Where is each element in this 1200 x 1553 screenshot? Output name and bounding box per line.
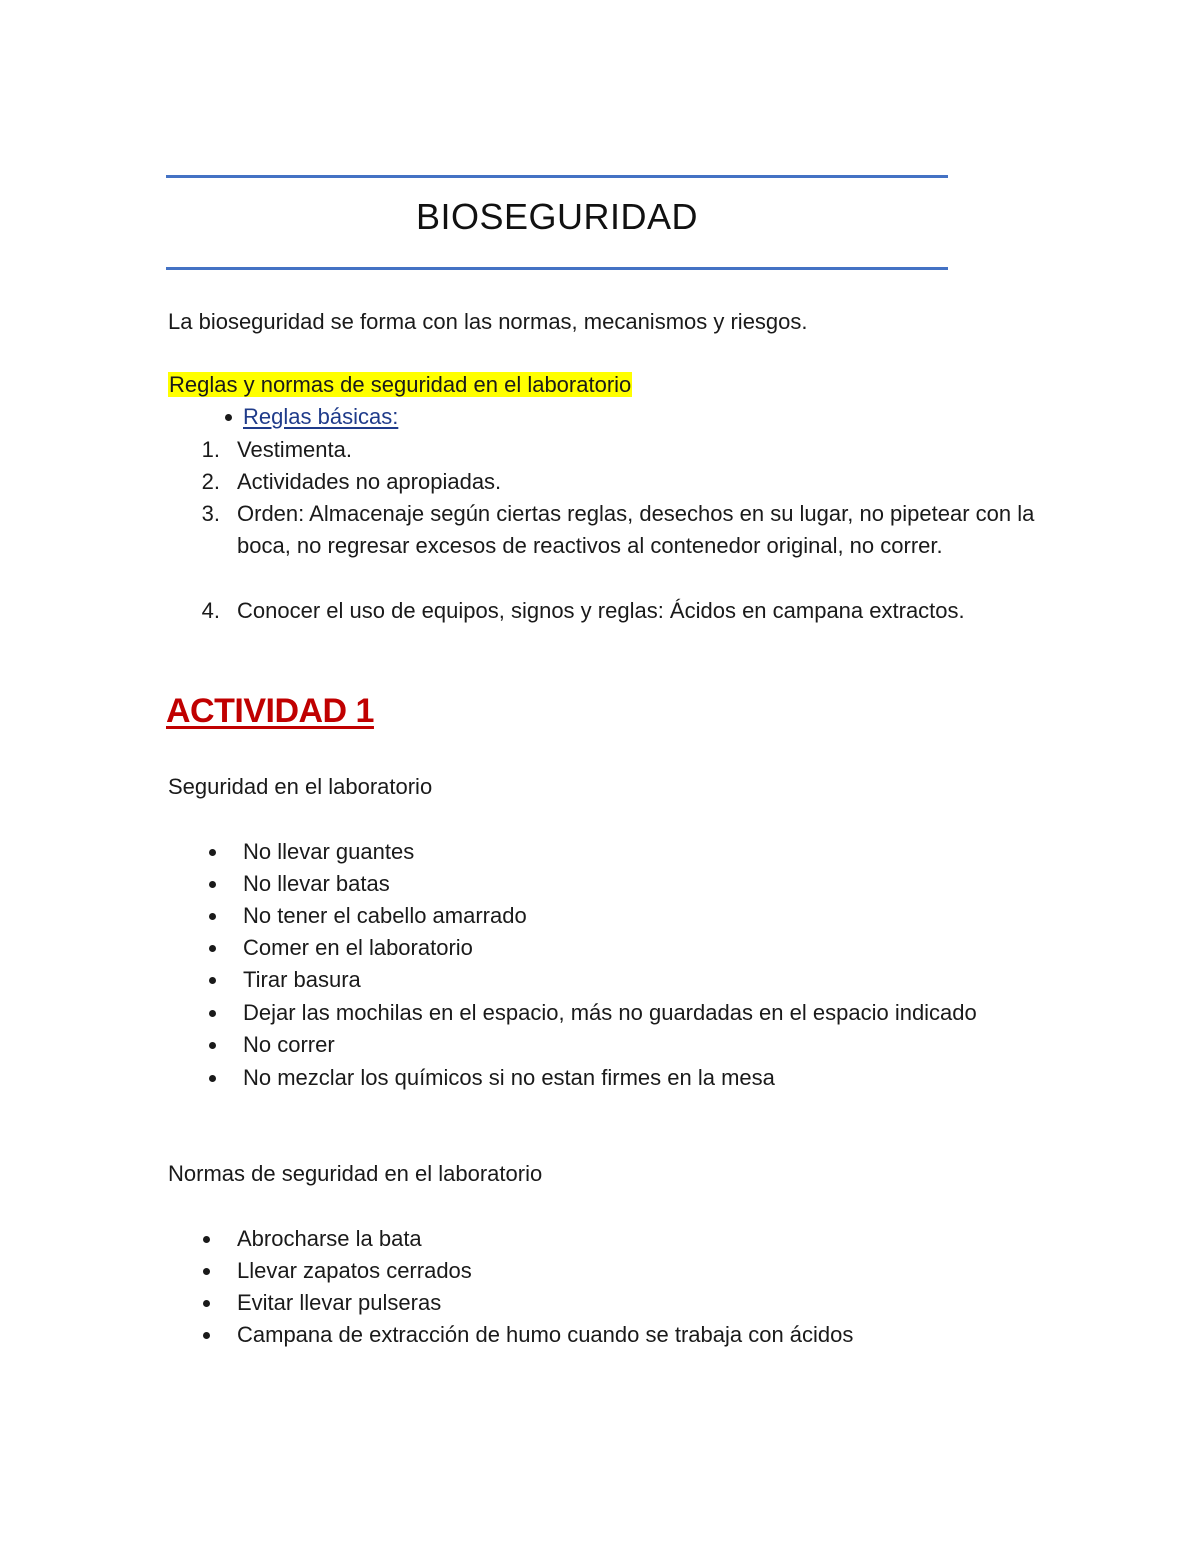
numbered-item: Actividades no apropiadas.	[237, 469, 502, 494]
bullet-icon	[209, 1042, 216, 1049]
highlighted-section-title: Reglas y normas de seguridad en el laboratorio	[169, 372, 632, 397]
bullet-icon	[209, 945, 216, 952]
safety-subtitle: Seguridad en el laboratorio	[168, 774, 433, 799]
numbered-item: Vestimenta.	[237, 437, 352, 462]
bullet-icon	[209, 1010, 216, 1017]
list-item: No mezclar los químicos si no estan firmes en la mesa	[243, 1065, 775, 1090]
list-item: No tener el cabello amarrado	[243, 903, 527, 928]
list-item: Abrocharse la bata	[237, 1226, 422, 1251]
list-number: 1.	[201, 437, 220, 462]
list-number: 3.	[201, 501, 220, 526]
bullet-icon	[203, 1236, 210, 1243]
basic-rules-link[interactable]: Reglas básicas:	[243, 404, 399, 429]
bullet-icon	[209, 849, 216, 856]
list-item: Evitar llevar pulseras	[237, 1290, 442, 1315]
list-item: Comer en el laboratorio	[243, 935, 473, 960]
bullet-icon	[203, 1332, 210, 1339]
bullet-icon	[225, 414, 232, 421]
list-item: Tirar basura	[243, 967, 361, 992]
title-bottom-rule	[166, 267, 948, 270]
title-top-rule	[166, 175, 948, 178]
numbered-item: Conocer el uso de equipos, signos y reglas: Ácidos en campana extractos.	[237, 598, 965, 623]
list-number: 2.	[201, 469, 220, 494]
list-item: No llevar guantes	[243, 839, 415, 864]
activity-heading: ACTIVIDAD 1	[166, 692, 374, 730]
list-item: No llevar batas	[243, 871, 390, 896]
intro-paragraph: La bioseguridad se forma con las normas, mecanismos y riesgos.	[168, 309, 808, 334]
bullet-icon	[203, 1268, 210, 1275]
list-item: Dejar las mochilas en el espacio, más no guardadas en el espacio indicado	[243, 1000, 977, 1025]
list-item: Llevar zapatos cerrados	[237, 1258, 472, 1283]
page-title: BIOSEGURIDAD	[415, 196, 699, 237]
list-item: No correr	[243, 1032, 335, 1057]
numbered-item: Orden: Almacenaje según ciertas reglas, desechos en su lugar, no pipetear con la boca, no regresar excesos de reactivos al contenedor original, no correr.	[237, 501, 1035, 558]
section-heading	[168, 369, 632, 401]
bullet-icon	[209, 1075, 216, 1082]
list-number: 4.	[201, 598, 220, 623]
bullet-icon	[209, 913, 216, 920]
bullet-icon	[209, 977, 216, 984]
bullet-icon	[209, 881, 216, 888]
bullet-icon	[203, 1300, 210, 1307]
norms-subtitle: Normas de seguridad en el laboratorio	[168, 1161, 543, 1186]
list-item: Campana de extracción de humo cuando se trabaja con ácidos	[237, 1322, 854, 1347]
